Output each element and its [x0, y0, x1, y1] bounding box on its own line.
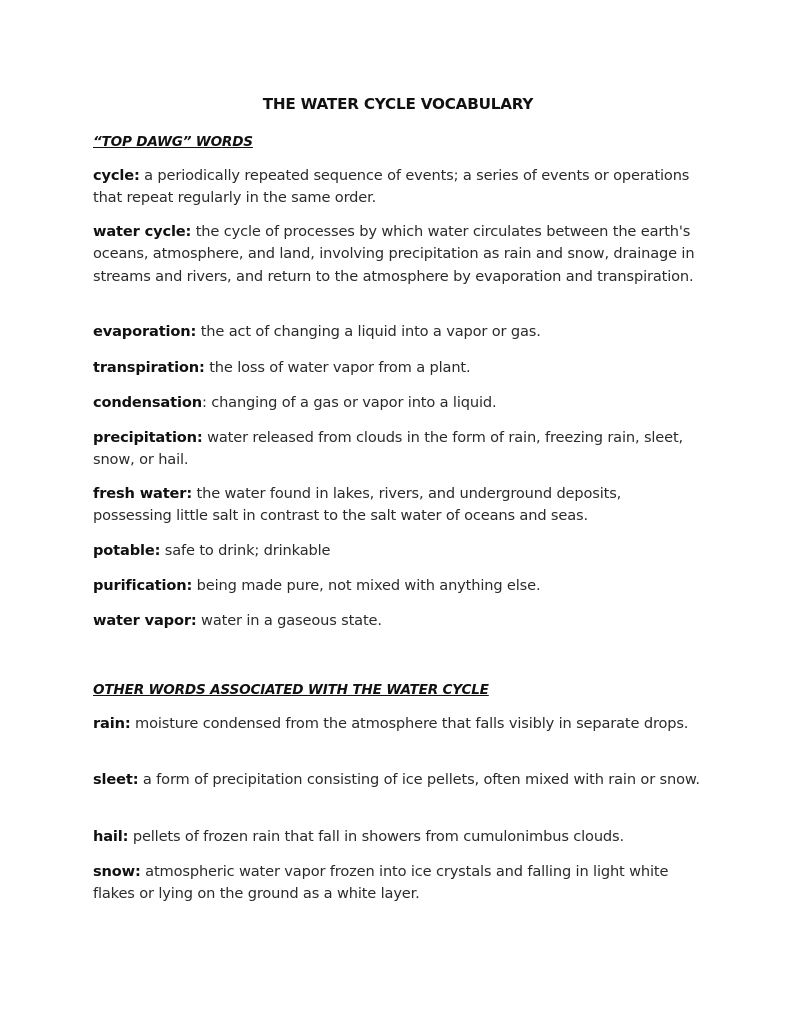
- vocab-definition: the loss of water vapor from a plant.: [204, 359, 471, 376]
- section-heading-other-words: OTHER WORDS ASSOCIATED WITH THE WATER CYCLE: [93, 682, 489, 698]
- vocab-entry-transpiration: [93, 357, 703, 379]
- vocab-definition: water in a gaseous state.: [196, 612, 382, 629]
- vocab-term: water cycle:: [93, 223, 192, 240]
- vocab-term: fresh water:: [93, 485, 193, 502]
- vocab-definition: : changing of a gas or vapor into a liquid.: [201, 394, 497, 411]
- vocab-term: precipitation:: [93, 429, 203, 446]
- vocab-definition: pellets of frozen rain that fall in showers from cumulonimbus clouds.: [128, 828, 624, 845]
- vocab-term: water vapor:: [93, 612, 197, 629]
- vocab-term: potable:: [93, 542, 161, 559]
- vocab-term: transpiration:: [93, 359, 205, 376]
- vocab-entry-purification: [93, 575, 703, 597]
- vocab-entry-condensation: [93, 392, 703, 414]
- vocab-definition: the water found in lakes, rivers, and underground deposits, possessing little salt in contrast to the salt water of oceans and seas.: [93, 485, 622, 525]
- vocab-entry-cycle: [93, 165, 703, 210]
- vocab-definition: moisture condensed from the atmosphere that falls visibly in separate drops.: [130, 715, 689, 732]
- vocab-definition: a periodically repeated sequence of events; a series of events or operations that repeat regularly in the same order.: [93, 167, 690, 207]
- vocab-definition: the cycle of processes by which water circulates between the earth's oceans, atmosphere, and land, involving precipitation as rain and snow, drainage in streams and rivers, and return to the atmosphere by evaporation and transpiration.: [93, 223, 695, 285]
- vocab-definition: atmospheric water vapor frozen into ice crystals and falling in light white flakes or lying on the ground as a white layer.: [93, 863, 669, 903]
- vocab-definition: the act of changing a liquid into a vapor or gas.: [196, 323, 541, 340]
- vocab-entry-precipitation: [93, 427, 703, 472]
- vocab-entry-snow: [93, 861, 703, 906]
- vocab-entry-sleet: [93, 769, 703, 791]
- vocab-term: condensation: [93, 394, 202, 411]
- vocab-entry-water-cycle: [93, 221, 703, 288]
- vocab-definition: water released from clouds in the form of rain, freezing rain, sleet, snow, or hail.: [93, 429, 684, 469]
- vocab-term: sleet:: [93, 771, 139, 788]
- vocab-entry-rain: [93, 713, 703, 735]
- vocab-definition: being made pure, not mixed with anything else.: [192, 577, 541, 594]
- vocab-entry-water-vapor: [93, 610, 703, 632]
- vocab-definition: safe to drink; drinkable: [160, 542, 331, 559]
- vocab-term: hail:: [93, 828, 129, 845]
- vocab-term: purification:: [93, 577, 193, 594]
- vocab-definition: a form of precipitation consisting of ice pellets, often mixed with rain or snow.: [138, 771, 700, 788]
- vocab-entry-potable: [93, 540, 703, 562]
- vocab-entry-hail: [93, 826, 703, 848]
- section-heading-top-dawg-words: “TOP DAWG” WORDS: [93, 134, 253, 150]
- vocab-term: evaporation:: [93, 323, 197, 340]
- vocab-term: snow:: [93, 863, 141, 880]
- vocab-term: rain:: [93, 715, 131, 732]
- vocab-entry-fresh-water: [93, 483, 703, 528]
- vocab-entry-evaporation: [93, 321, 703, 343]
- vocab-term: cycle:: [93, 167, 140, 184]
- document-title: THE WATER CYCLE VOCABULARY: [262, 95, 534, 113]
